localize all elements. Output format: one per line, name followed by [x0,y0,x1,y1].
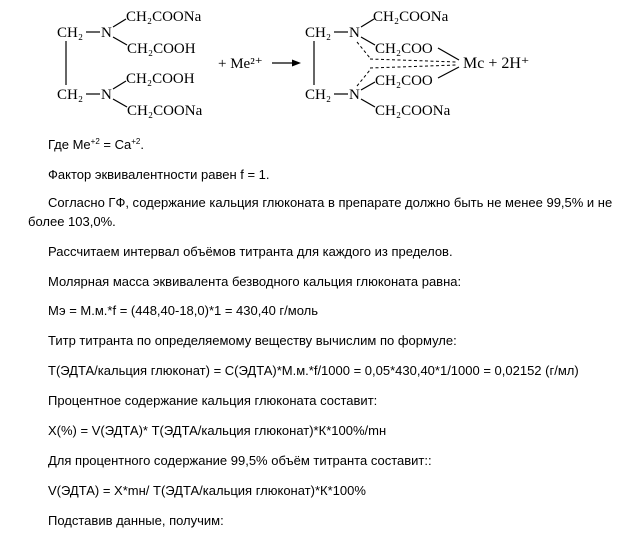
metal-ion-reagent: + Me²⁺ [218,56,263,72]
right-upper-carboxylate-metal-bond [438,48,459,60]
right-upper-methylene: CH₂ [305,25,332,41]
ion-definition [48,137,144,153]
reaction-product-metal: Mc + 2H⁺ [463,55,530,72]
ion-definition-prefix: Где Me [48,137,91,152]
edta-reactant [57,9,203,119]
percent-formula: Х(%) = V(ЭДТА)* Т(ЭДТА/кальция глюконат)*К*100%/mн [48,423,387,438]
equivalence-factor-paragraph: Фактор эквивалентности равен f = 1. [48,167,270,182]
molar-mass-intro: Молярная масса эквивалента безводного кальция глюконата равна: [48,274,462,289]
right-upper-n-bond-b [361,37,375,45]
left-upper-n-bond-b [113,37,127,45]
requirement-paragraph-line-2: более 103,0%. [28,214,116,229]
right-lower-n-bond-a [361,82,375,90]
left-upper-branch-b: CH₂COOH [127,41,196,57]
reaction-arrow-icon [272,60,301,67]
volume-formula: V(ЭДТА) = Х*mн/ Т(ЭДТА/кальция глюконат)*К*100% [48,483,366,498]
right-lower-branch-a: CH₂COO [375,73,433,89]
left-upper-nitrogen: N [101,25,112,41]
ion-definition-middle: = Ca [99,137,132,152]
substitution-paragraph: Подставив данные, получим: [48,513,224,528]
requirement-paragraph-line-1: Согласно ГФ, содержание кальция глюконата в препарате должно быть не менее 99,5% и не [48,195,613,210]
right-lower-branch-b: CH₂COONa [375,103,451,119]
left-lower-methylene: CH₂ [57,87,84,103]
right-lower-methylene: CH₂ [305,87,332,103]
left-lower-branch-a: CH₂COOH [126,71,195,87]
metal-complex-product [305,9,529,119]
titer-intro: Титр титранта по определяемому веществу вычислим по формуле: [48,333,457,348]
right-upper-branch-b: CH₂COO [375,41,433,57]
right-lower-n-coordination-bond [357,70,370,86]
left-upper-branch-a: CH₂COONa [126,9,202,25]
right-lower-n-bond-b [361,99,375,107]
ion-charge-2: +2 [131,137,141,146]
left-lower-n-bond-a [113,81,126,89]
interval-paragraph: Рассчитаем интервал объёмов титранта для каждого из пределов. [48,244,453,259]
right-upper-nitrogen: N [349,25,360,41]
left-upper-n-bond-a [113,19,126,27]
right-lower-nitrogen: N [349,87,360,103]
complexation-reaction-diagram [0,0,638,125]
titer-formula: Т(ЭДТА/кальция глюконат) = С(ЭДТА)*М.м.*f/1000 = 0,05*430,40*1/1000 = 0,02152 (г/мл) [48,363,579,378]
molar-mass-formula: Мэ = М.м.*f = (448,40-18,0)*1 = 430,40 г/моль [48,303,319,318]
left-lower-branch-b: CH₂COONa [127,103,203,119]
right-coordination-bond-a [370,59,457,62]
volume-intro: Для процентного содержание 99,5% объём титранта составит:: [48,453,432,468]
left-lower-nitrogen: N [101,87,112,103]
left-lower-n-bond-b [113,99,127,107]
left-upper-methylene: CH₂ [57,25,84,41]
right-upper-n-coordination-bond [357,42,370,58]
right-lower-carboxylate-metal-bond [438,67,459,78]
right-upper-branch-a: CH₂COONa [373,9,449,25]
ion-charge-1: +2 [90,137,100,146]
percent-intro: Процентное содержание кальция глюконата составит: [48,393,378,408]
ion-definition-suffix: . [140,137,144,152]
right-coordination-bond-b [370,65,457,68]
